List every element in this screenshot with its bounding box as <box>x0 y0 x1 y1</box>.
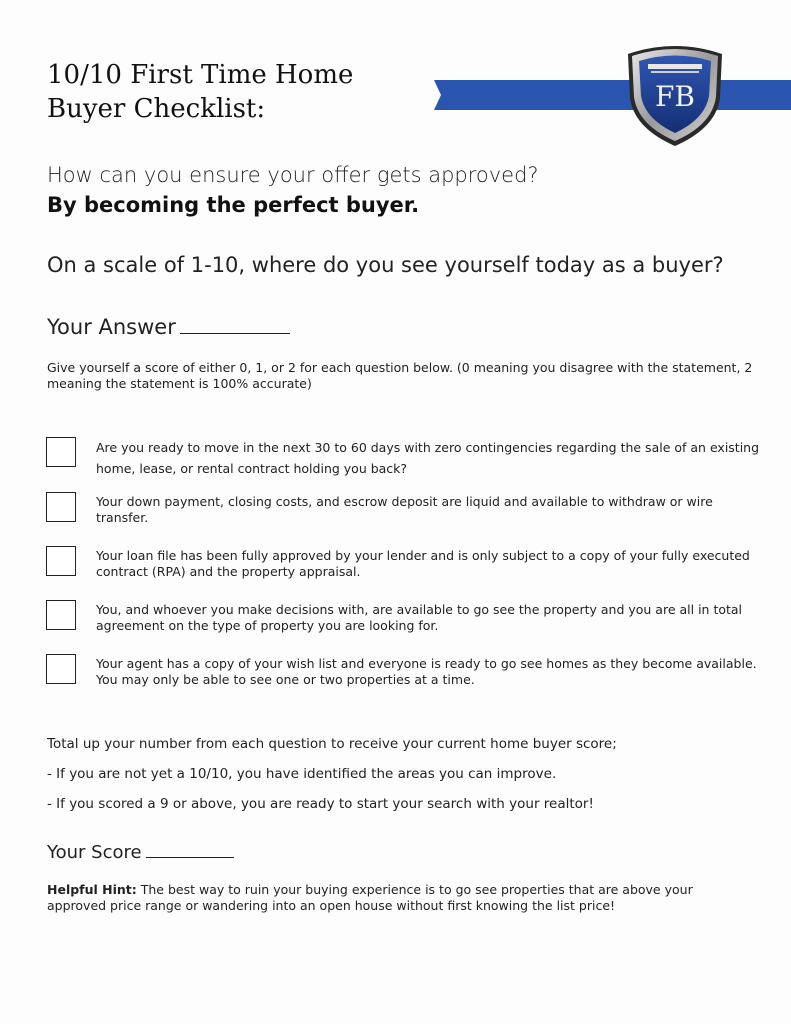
scoring-bullet-improve: - If you are not yet a 10/10, you have identified the areas you can improve. <box>47 766 557 782</box>
scoring-bullet-ready: - If you scored a 9 or above, you are ready to start your search with your realtor! <box>47 796 594 812</box>
checklist-item-text: Your down payment, closing costs, and escrow deposit are liquid and available to withdraw or wire transfer. <box>96 494 713 525</box>
checklist-item-text: Are you ready to move in the next 30 to 60 days with zero contingencies regarding the sale of an existing home, lease, or rental contract holding you back? <box>96 440 760 476</box>
total-instructions: Total up your number from each question to receive your current home buyer score; <box>47 736 617 752</box>
your-answer-label: Your Answer <box>47 315 176 339</box>
checkbox[interactable] <box>46 600 76 630</box>
hint-text: The best way to ruin your buying experience is to go see properties that are above your approved price range or wandering into an open house without first knowing the list price! <box>47 882 693 913</box>
title-line-2: Buyer Checklist: <box>47 94 266 124</box>
checkbox[interactable] <box>46 492 76 522</box>
checkbox[interactable] <box>46 437 76 467</box>
your-answer-blank[interactable] <box>180 313 290 334</box>
helpful-hint <box>47 882 747 914</box>
your-score-row <box>47 840 234 863</box>
your-answer-row <box>47 313 290 339</box>
shield-logo-icon <box>624 40 726 148</box>
instructions: Give yourself a score of either 0, 1, or 2 for each question below. (0 meaning you disagree with the statement, 2 meaning the statement is 100% accurate) <box>47 360 753 391</box>
title-line-1: 10/10 First Time Home <box>47 60 354 90</box>
intro-question: How can you ensure your offer gets approved? <box>47 163 539 187</box>
checklist-item-text: You, and whoever you make decisions with, are available to go see the property and you are all in total agreement on the type of property you are looking for. <box>96 602 743 633</box>
checklist-item-text: Your loan file has been fully approved by your lender and is only subject to a copy of your fully executed contract (RPA) and the property appraisal. <box>96 548 750 579</box>
logo-letters: FB <box>654 80 696 113</box>
checkbox[interactable] <box>46 654 76 684</box>
page-title <box>47 58 353 126</box>
your-score-blank[interactable] <box>146 840 234 858</box>
checklist-item-text: Your agent has a copy of your wish list and everyone is ready to go see homes as they become available. You may only be able to see one or two properties at a time. <box>96 656 757 687</box>
hint-label: Helpful Hint: <box>47 882 137 897</box>
intro-answer: By becoming the perfect buyer. <box>47 193 420 217</box>
your-score-label: Your Score <box>47 842 142 863</box>
checkbox[interactable] <box>46 546 76 576</box>
header-stripe <box>434 80 791 110</box>
scale-question: On a scale of 1-10, where do you see yourself today as a buyer? <box>47 253 724 277</box>
